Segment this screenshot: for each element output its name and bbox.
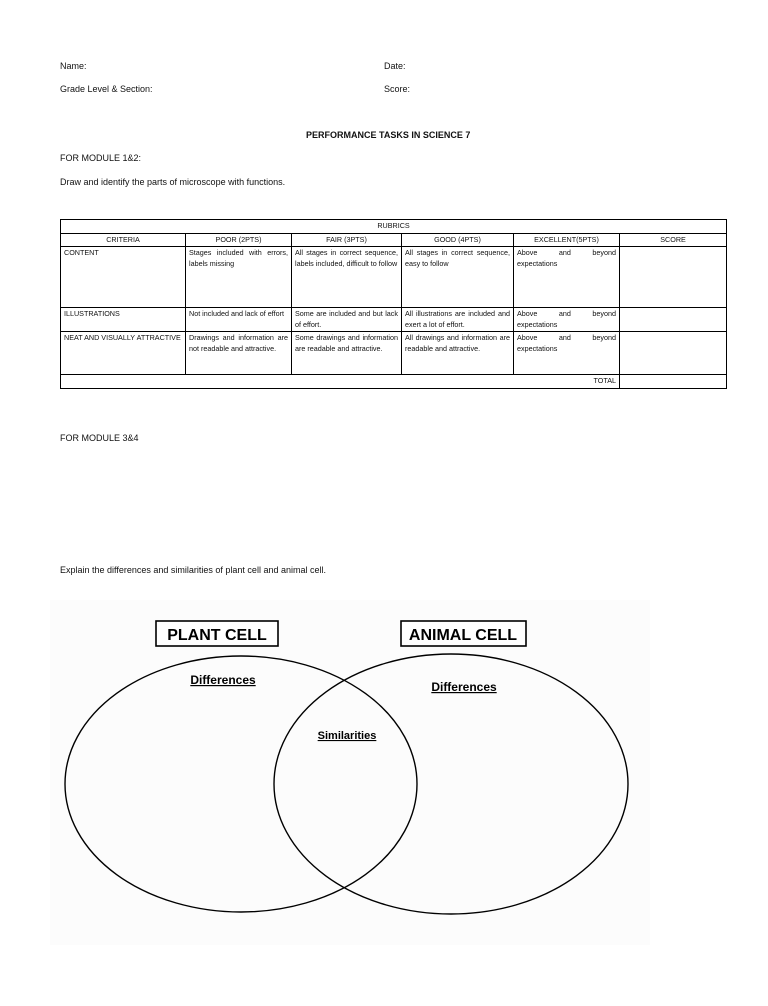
column-header: SCORE (620, 233, 727, 247)
column-header: CRITERIA (61, 233, 186, 247)
fair-cell: Some are included and but lack of effort. (292, 308, 402, 332)
good-cell: All illustrations are included and exert a lot of effort. (402, 308, 514, 332)
rubric-title: RUBRICS (61, 220, 727, 234)
module-3-4-instruction: Explain the differences and similarities of plant cell and animal cell. (60, 565, 326, 575)
total-label: TOTAL (61, 375, 620, 389)
poor-cell: Stages included with errors, labels missing (186, 247, 292, 308)
table-row (61, 308, 727, 332)
fair-cell: All stages in correct sequence, labels included, difficult to follow (292, 247, 402, 308)
excellent-cell: Above and beyond expectations (514, 332, 620, 375)
score-cell[interactable] (620, 332, 727, 375)
plant-cell-title: PLANT CELL (167, 627, 267, 644)
criteria-cell: ILLUSTRATIONS (61, 308, 186, 332)
score-cell[interactable] (620, 247, 727, 308)
page-title: PERFORMANCE TASKS IN SCIENCE 7 (306, 130, 471, 140)
column-header: POOR (2PTS) (186, 233, 292, 247)
animal-cell-title: ANIMAL CELL (408, 627, 518, 644)
excellent-cell: Above and beyond expectations (514, 308, 620, 332)
criteria-cell: NEAT AND VISUALLY ATTRACTIVE (61, 332, 186, 375)
column-header: FAIR (3PTS) (292, 233, 402, 247)
animal-differences-label: Differences (431, 680, 497, 694)
good-cell: All drawings and information are readable and attractive. (402, 332, 514, 375)
table-row (61, 332, 727, 375)
poor-cell: Drawings and information are not readable and attractive. (186, 332, 292, 375)
table-row (61, 247, 727, 308)
date-label: Date: (384, 61, 406, 71)
module-1-2-heading: FOR MODULE 1&2: (60, 153, 142, 163)
good-cell: All stages in correct sequence, easy to follow (402, 247, 514, 308)
rubric-table (60, 219, 727, 389)
score-label: Score: (384, 84, 411, 94)
score-cell[interactable] (620, 308, 727, 332)
plant-differences-label: Differences (190, 673, 256, 687)
venn-diagram (50, 600, 650, 945)
criteria-cell: CONTENT (61, 247, 186, 308)
total-row (61, 375, 727, 389)
poor-cell: Not included and lack of effort (186, 308, 292, 332)
similarities-label: Similarities (317, 730, 377, 742)
plant-cell-circle (65, 656, 417, 912)
column-header: GOOD (4PTS) (402, 233, 514, 247)
excellent-cell: Above and beyond expectations (514, 247, 620, 308)
module-1-2-instruction: Draw and identify the parts of microscope with functions. (60, 177, 286, 187)
name-label: Name: (60, 61, 87, 71)
column-header: EXCELLENT(5PTS) (514, 233, 620, 247)
grade-section-label: Grade Level & Section: (60, 84, 153, 94)
total-score-cell[interactable] (620, 375, 727, 389)
fair-cell: Some drawings and information are readable and attractive. (292, 332, 402, 375)
module-3-4-heading: FOR MODULE 3&4 (60, 433, 139, 443)
